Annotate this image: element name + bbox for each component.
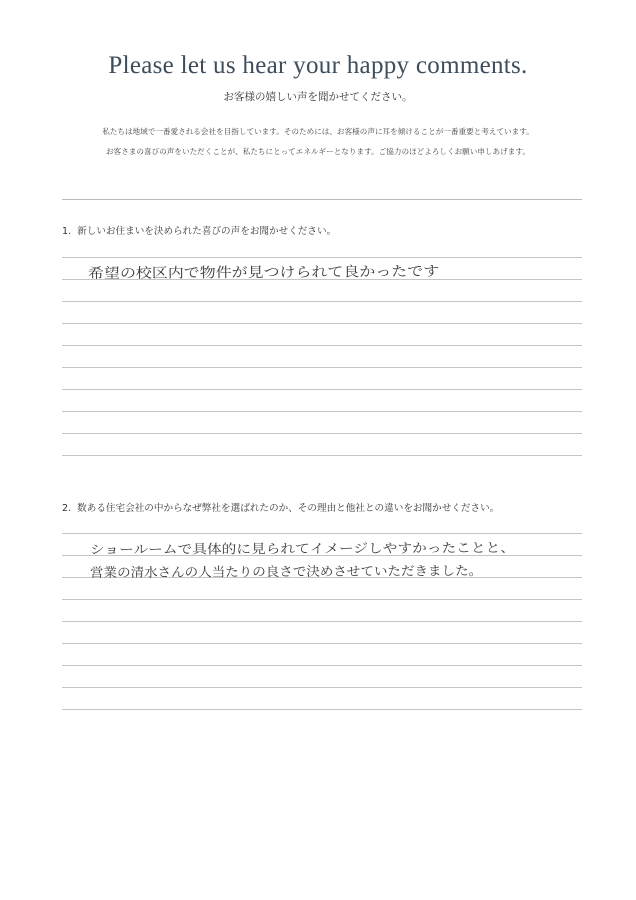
page-subtitle: お客様の嬉しい声を聞かせてください。	[223, 91, 413, 103]
answer-line	[62, 389, 582, 390]
header-divider	[62, 199, 582, 200]
answer-line	[62, 599, 582, 600]
question-2-number: 2.	[62, 503, 72, 514]
answer-line	[62, 323, 582, 324]
handwritten-answer-2-line-2: 営業の清水さんの人当たりの良さで決めさせていただきました。	[89, 564, 483, 581]
question-2	[62, 500, 592, 514]
question-1-number: 1.	[62, 226, 72, 237]
answer-line	[62, 433, 582, 434]
answer-line	[62, 533, 582, 534]
answer-line	[62, 367, 582, 368]
question-1-text: 新しいお住まいを決められた喜びの声をお聞かせください。	[77, 226, 337, 237]
answer-line	[62, 455, 582, 456]
answer-line	[62, 257, 582, 258]
answer-line	[62, 345, 582, 346]
question-1	[62, 223, 592, 237]
handwritten-answer-2-line-1: ショールームで具体的に見られてイメージしやすかったことと、	[89, 541, 516, 558]
answer-line	[62, 621, 582, 622]
answer-line	[62, 411, 582, 412]
question-2-text: 数ある住宅会社の中からなぜ弊社を選ばれたのか、その理由と他社との違いをお聞かせください。	[77, 503, 500, 514]
intro-line-1: 私たちは地域で一番愛される会社を目指しています。そのためには、お客様の声に耳を傾けることが一番重要と考えています。	[102, 127, 534, 136]
answer-line	[62, 643, 582, 644]
handwritten-answer-1-line-1: 希望の校区内で物件が見つけられて良かったです	[87, 263, 440, 282]
intro-line-2: お客さまの喜びの声をいただくことが、私たちにとってエネルギーとなります。ご協力のほどよろしくお願い申しあげます。	[106, 147, 530, 156]
answer-line	[62, 301, 582, 302]
answer-line	[62, 687, 582, 688]
answer-line	[62, 709, 582, 710]
answer-line	[62, 665, 582, 666]
page-title: Please let us hear your happy comments.	[108, 52, 528, 79]
